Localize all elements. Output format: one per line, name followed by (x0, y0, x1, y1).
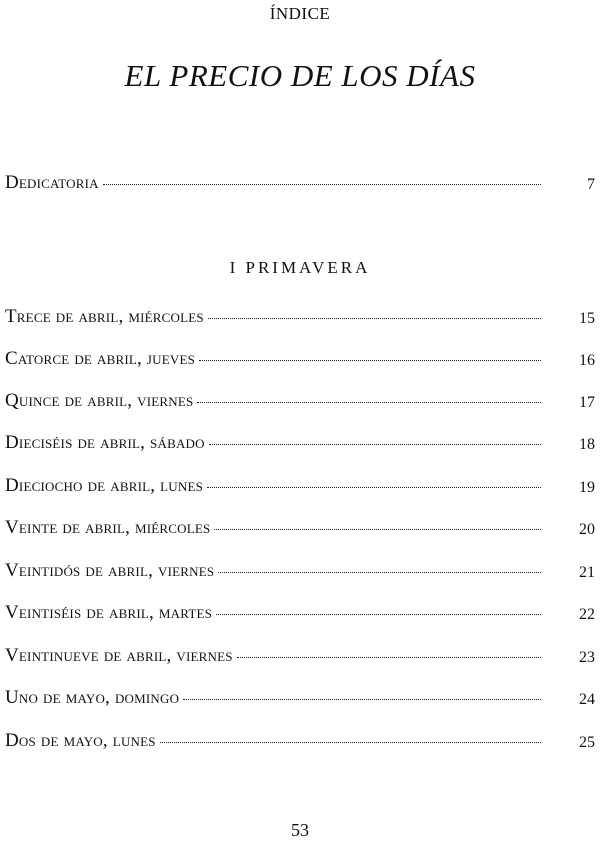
toc-entry-page: 15 (579, 310, 595, 327)
toc-entry[interactable] (5, 730, 595, 754)
toc-entry-label: Trece de abril, miércoles (5, 306, 204, 327)
toc-entry-page: 21 (579, 564, 595, 581)
index-header: ÍNDICE (269, 4, 331, 23)
toc-entry[interactable] (5, 348, 595, 372)
dot-leader (218, 572, 541, 573)
toc-entry-label: Dieciséis de abril, sábado (5, 432, 205, 453)
book-title: EL PRECIO DE LOS DÍAS (124, 58, 476, 93)
toc-entry-page: 18 (579, 436, 595, 453)
dot-leader (183, 699, 541, 700)
dot-leader (208, 318, 541, 319)
toc-entry-label: Dieciocho de abril, lunes (5, 475, 204, 496)
toc-entry-page: 24 (579, 691, 595, 708)
dot-leader (214, 529, 541, 530)
toc-entry-page: 17 (579, 394, 595, 411)
toc-entry[interactable] (5, 560, 595, 584)
dot-leader (160, 742, 541, 743)
toc-entry-page: 19 (579, 479, 595, 496)
toc-entry[interactable] (5, 517, 595, 541)
dot-leader (197, 402, 541, 403)
toc-entry-label: Veintidós de abril, viernes (5, 560, 215, 581)
toc-entry-page: 16 (579, 352, 595, 369)
toc-entry-page: 20 (579, 521, 595, 538)
dot-leader (103, 184, 541, 185)
toc-entry[interactable] (5, 432, 595, 456)
dot-leader (216, 614, 541, 615)
toc-entry-label: Uno de mayo, domingo (5, 687, 180, 708)
toc-entry-label: Quince de abril, viernes (5, 390, 194, 411)
toc-entry[interactable] (5, 687, 595, 711)
toc-entry-label: Veintinueve de abril, viernes (5, 645, 233, 666)
toc-entry[interactable] (5, 475, 595, 499)
toc-entry-label: Veintiséis de abril, martes (5, 602, 213, 623)
toc-entry-label: Catorce de abril, jueves (5, 348, 196, 369)
toc-entry-page: 7 (587, 176, 595, 193)
toc-entry-label: Dedicatoria (5, 172, 99, 193)
toc-entry[interactable] (5, 602, 595, 626)
section-heading: I PRIMAVERA (229, 258, 371, 277)
toc-entry-dedication[interactable] (5, 172, 595, 196)
toc-entry[interactable] (5, 645, 595, 669)
page-number: 53 (291, 820, 309, 840)
toc-entry-label: Veinte de abril, miércoles (5, 517, 211, 538)
toc-entry-page: 22 (579, 606, 595, 623)
toc-entry[interactable] (5, 390, 595, 414)
dot-leader (207, 487, 541, 488)
toc-entry-label: Dos de mayo, lunes (5, 730, 156, 751)
toc-entry[interactable] (5, 306, 595, 330)
toc-entry-page: 23 (579, 649, 595, 666)
toc-entry-page: 25 (579, 734, 595, 751)
dot-leader (199, 360, 541, 361)
dot-leader (209, 444, 541, 445)
dot-leader (237, 657, 541, 658)
